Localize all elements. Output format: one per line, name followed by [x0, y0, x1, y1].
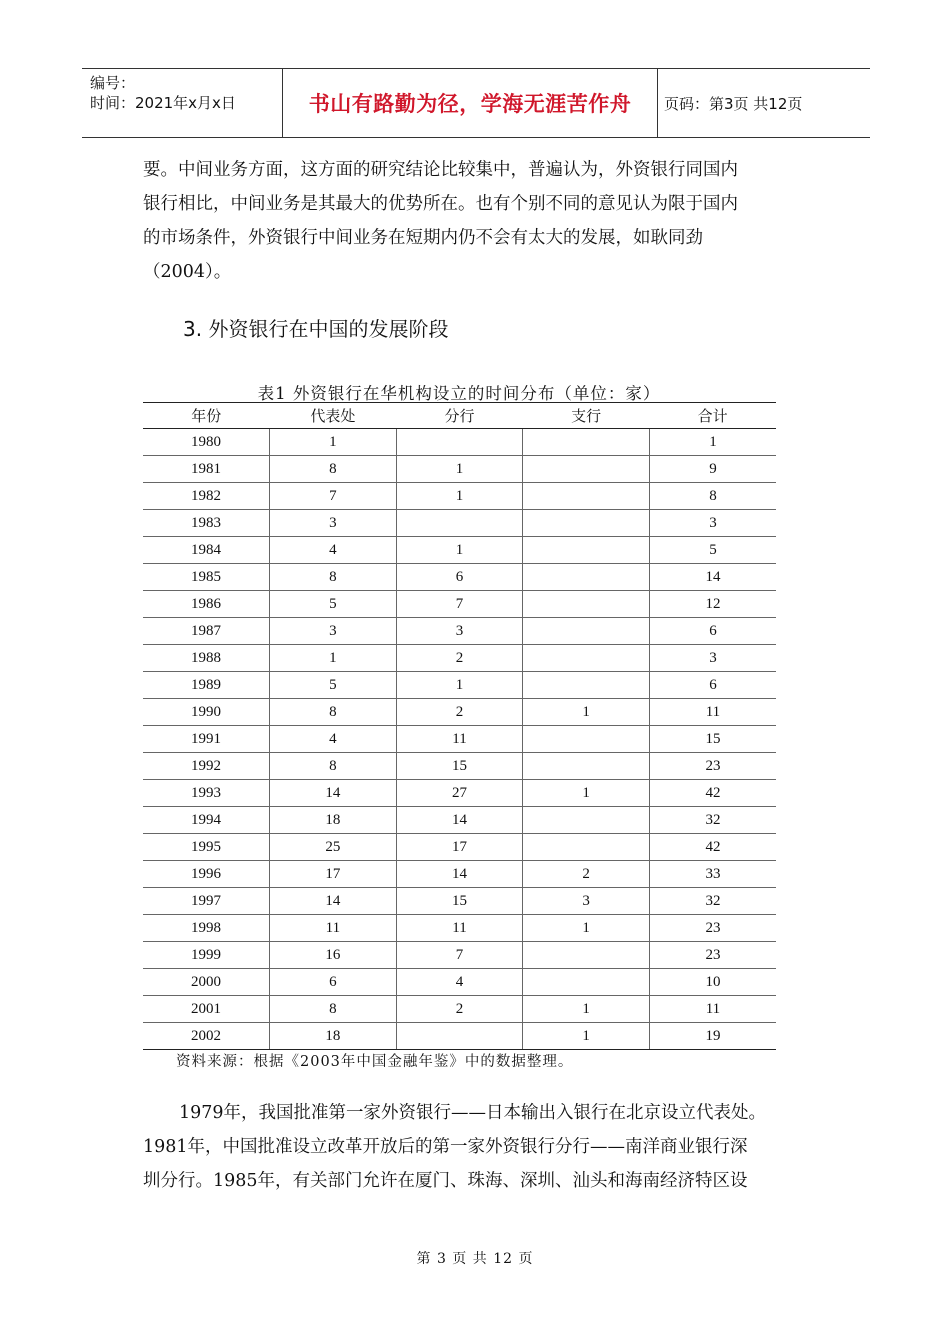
- table-cell: 1989: [143, 672, 270, 699]
- table-cell: 1: [523, 1023, 650, 1050]
- table-cell: 1991: [143, 726, 270, 753]
- table-row: [143, 969, 776, 996]
- table-cell: 27: [396, 780, 523, 807]
- table-row: [143, 456, 776, 483]
- table-cell: 1994: [143, 807, 270, 834]
- table-cell: 32: [649, 888, 776, 915]
- table-cell: 5: [270, 672, 397, 699]
- table-row: [143, 753, 776, 780]
- table-cell: 7: [270, 483, 397, 510]
- paragraph-line: 要。中间业务方面，这方面的研究结论比较集中，普遍认为，外资银行同国内: [143, 160, 738, 180]
- table-row: [143, 888, 776, 915]
- table-cell: 8: [270, 753, 397, 780]
- table-cell: 16: [270, 942, 397, 969]
- table-cell: 4: [396, 969, 523, 996]
- table-cell: [523, 510, 650, 537]
- table-row: [143, 807, 776, 834]
- table-cell: 14: [396, 807, 523, 834]
- table-cell: [523, 726, 650, 753]
- table-cell: 32: [649, 807, 776, 834]
- table-cell: 1993: [143, 780, 270, 807]
- table-row: [143, 537, 776, 564]
- table-cell: 33: [649, 861, 776, 888]
- table-cell: [523, 753, 650, 780]
- table-cell: 8: [649, 483, 776, 510]
- intro-paragraph: [143, 153, 813, 289]
- table-cell: 3: [396, 618, 523, 645]
- table-row: [143, 618, 776, 645]
- table-cell: [523, 645, 650, 672]
- table-cell: 1985: [143, 564, 270, 591]
- table-header-row: [143, 403, 776, 429]
- table-cell: 5: [649, 537, 776, 564]
- table-cell: 23: [649, 753, 776, 780]
- page-header: [82, 68, 870, 138]
- table-cell: 2: [523, 861, 650, 888]
- table-cell: [523, 537, 650, 564]
- table-row: [143, 915, 776, 942]
- column-header-branch: 分行: [396, 403, 523, 429]
- table-row: [143, 591, 776, 618]
- number-label: 编号：: [90, 74, 136, 92]
- table-cell: 11: [649, 996, 776, 1023]
- paragraph-line: 银行相比，中间业务是其最大的优势所在。也有个别不同的意见认为限于国内: [143, 194, 738, 214]
- table-row: [143, 834, 776, 861]
- table-cell: 1: [523, 996, 650, 1023]
- paragraph-line: 1981年，中国批准设立改革开放后的第一家外资银行分行——南洋商业银行深: [143, 1137, 748, 1157]
- table-cell: 15: [649, 726, 776, 753]
- table-cell: 14: [396, 861, 523, 888]
- column-header-rep-office: 代表处: [270, 403, 397, 429]
- table-cell: 3: [523, 888, 650, 915]
- table-cell: 14: [649, 564, 776, 591]
- table-cell: 1: [649, 429, 776, 456]
- table-cell: 1992: [143, 753, 270, 780]
- table-cell: 8: [270, 564, 397, 591]
- table-cell: [523, 591, 650, 618]
- table-cell: 1980: [143, 429, 270, 456]
- table-cell: 15: [396, 888, 523, 915]
- table-cell: 1: [523, 915, 650, 942]
- header-motto: 书山有路勤为径，学海无涯苦作舟: [282, 69, 658, 137]
- header-meta: [82, 69, 282, 137]
- table-cell: [396, 1023, 523, 1050]
- table-cell: [523, 942, 650, 969]
- table-cell: 1998: [143, 915, 270, 942]
- data-table: [143, 402, 776, 1050]
- table-cell: [523, 483, 650, 510]
- table-caption: 表1 外资银行在华机构设立的时间分布（单位：家）: [257, 384, 661, 403]
- table-cell: 18: [270, 1023, 397, 1050]
- table-row: [143, 780, 776, 807]
- table-body: [143, 429, 776, 1050]
- table-cell: 1987: [143, 618, 270, 645]
- closing-paragraph: [143, 1096, 813, 1198]
- table-cell: 1999: [143, 942, 270, 969]
- table-cell: 11: [396, 726, 523, 753]
- table-cell: 1: [396, 672, 523, 699]
- table-cell: 1: [396, 483, 523, 510]
- paragraph-line: 圳分行。1985年，有关部门允许在厦门、珠海、深圳、汕头和海南经济特区设: [143, 1171, 748, 1191]
- table-cell: [396, 429, 523, 456]
- table-cell: 8: [270, 996, 397, 1023]
- table-cell: [523, 807, 650, 834]
- table-cell: 2: [396, 996, 523, 1023]
- column-header-sub-branch: 支行: [523, 403, 650, 429]
- table-cell: 1995: [143, 834, 270, 861]
- table-cell: [396, 510, 523, 537]
- table-cell: 1981: [143, 456, 270, 483]
- table-cell: 1990: [143, 699, 270, 726]
- table-cell: 1982: [143, 483, 270, 510]
- table-cell: 23: [649, 915, 776, 942]
- table-cell: 1: [523, 699, 650, 726]
- table-cell: 1: [396, 537, 523, 564]
- table-cell: 2: [396, 699, 523, 726]
- table-row: [143, 861, 776, 888]
- table-cell: 1988: [143, 645, 270, 672]
- table-cell: 11: [649, 699, 776, 726]
- table-cell: 1: [396, 456, 523, 483]
- page-footer: 第 3 页 共 12 页: [416, 1251, 534, 1267]
- table-cell: 3: [649, 510, 776, 537]
- table-cell: 3: [270, 618, 397, 645]
- section-title: 3. 外资银行在中国的发展阶段: [183, 317, 449, 341]
- table-cell: 11: [270, 915, 397, 942]
- table-source-note: 资料来源：根据《2003年中国金融年鉴》中的数据整理。: [176, 1054, 574, 1070]
- table-cell: 18: [270, 807, 397, 834]
- table-cell: 9: [649, 456, 776, 483]
- time-label: 时间：2021年x月x日: [90, 94, 236, 112]
- table-cell: 1: [270, 429, 397, 456]
- paragraph-line: 的市场条件，外资银行中间业务在短期内仍不会有太大的发展，如耿同劲: [143, 228, 703, 248]
- table-row: [143, 645, 776, 672]
- table-cell: 7: [396, 591, 523, 618]
- table-cell: 15: [396, 753, 523, 780]
- table-cell: 14: [270, 780, 397, 807]
- table-cell: 6: [649, 672, 776, 699]
- table-cell: 17: [270, 861, 397, 888]
- table-row: [143, 942, 776, 969]
- column-header-year: 年份: [143, 403, 270, 429]
- table-cell: 1986: [143, 591, 270, 618]
- table-cell: 3: [270, 510, 397, 537]
- table-row: [143, 1023, 776, 1050]
- table-cell: [523, 834, 650, 861]
- table-cell: 2001: [143, 996, 270, 1023]
- table-cell: 1983: [143, 510, 270, 537]
- table-cell: 23: [649, 942, 776, 969]
- table-cell: 11: [396, 915, 523, 942]
- column-header-total: 合计: [649, 403, 776, 429]
- table-row: [143, 483, 776, 510]
- table-cell: 1: [270, 645, 397, 672]
- table-cell: 6: [649, 618, 776, 645]
- table-cell: 25: [270, 834, 397, 861]
- table-row: [143, 510, 776, 537]
- table-cell: [523, 429, 650, 456]
- table-cell: 12: [649, 591, 776, 618]
- table-cell: 1: [523, 780, 650, 807]
- table-cell: 6: [270, 969, 397, 996]
- table-row: [143, 672, 776, 699]
- table-cell: 2: [396, 645, 523, 672]
- table-cell: 2000: [143, 969, 270, 996]
- table-cell: [523, 456, 650, 483]
- table-cell: 17: [396, 834, 523, 861]
- table-cell: 1997: [143, 888, 270, 915]
- table-cell: 5: [270, 591, 397, 618]
- table-cell: [523, 564, 650, 591]
- table-row: [143, 429, 776, 456]
- table-row: [143, 699, 776, 726]
- page-code: 页码：第3页 共12页: [664, 94, 803, 113]
- table-cell: 1996: [143, 861, 270, 888]
- table-row: [143, 726, 776, 753]
- table-cell: 10: [649, 969, 776, 996]
- table-cell: [523, 618, 650, 645]
- table-cell: 8: [270, 456, 397, 483]
- table-cell: 6: [396, 564, 523, 591]
- table-cell: 42: [649, 780, 776, 807]
- table-cell: 2002: [143, 1023, 270, 1050]
- table-cell: 1984: [143, 537, 270, 564]
- table-cell: 4: [270, 537, 397, 564]
- table-cell: 7: [396, 942, 523, 969]
- paragraph-line: （2004）。: [143, 262, 232, 282]
- table-row: [143, 564, 776, 591]
- table-cell: 42: [649, 834, 776, 861]
- table-cell: 14: [270, 888, 397, 915]
- table-cell: 4: [270, 726, 397, 753]
- paragraph-line: 1979年，我国批准第一家外资银行——日本输出入银行在北京设立代表处。: [179, 1103, 767, 1123]
- table-cell: [523, 672, 650, 699]
- table-cell: [523, 969, 650, 996]
- table-cell: 19: [649, 1023, 776, 1050]
- table-cell: 3: [649, 645, 776, 672]
- table-row: [143, 996, 776, 1023]
- table-cell: 8: [270, 699, 397, 726]
